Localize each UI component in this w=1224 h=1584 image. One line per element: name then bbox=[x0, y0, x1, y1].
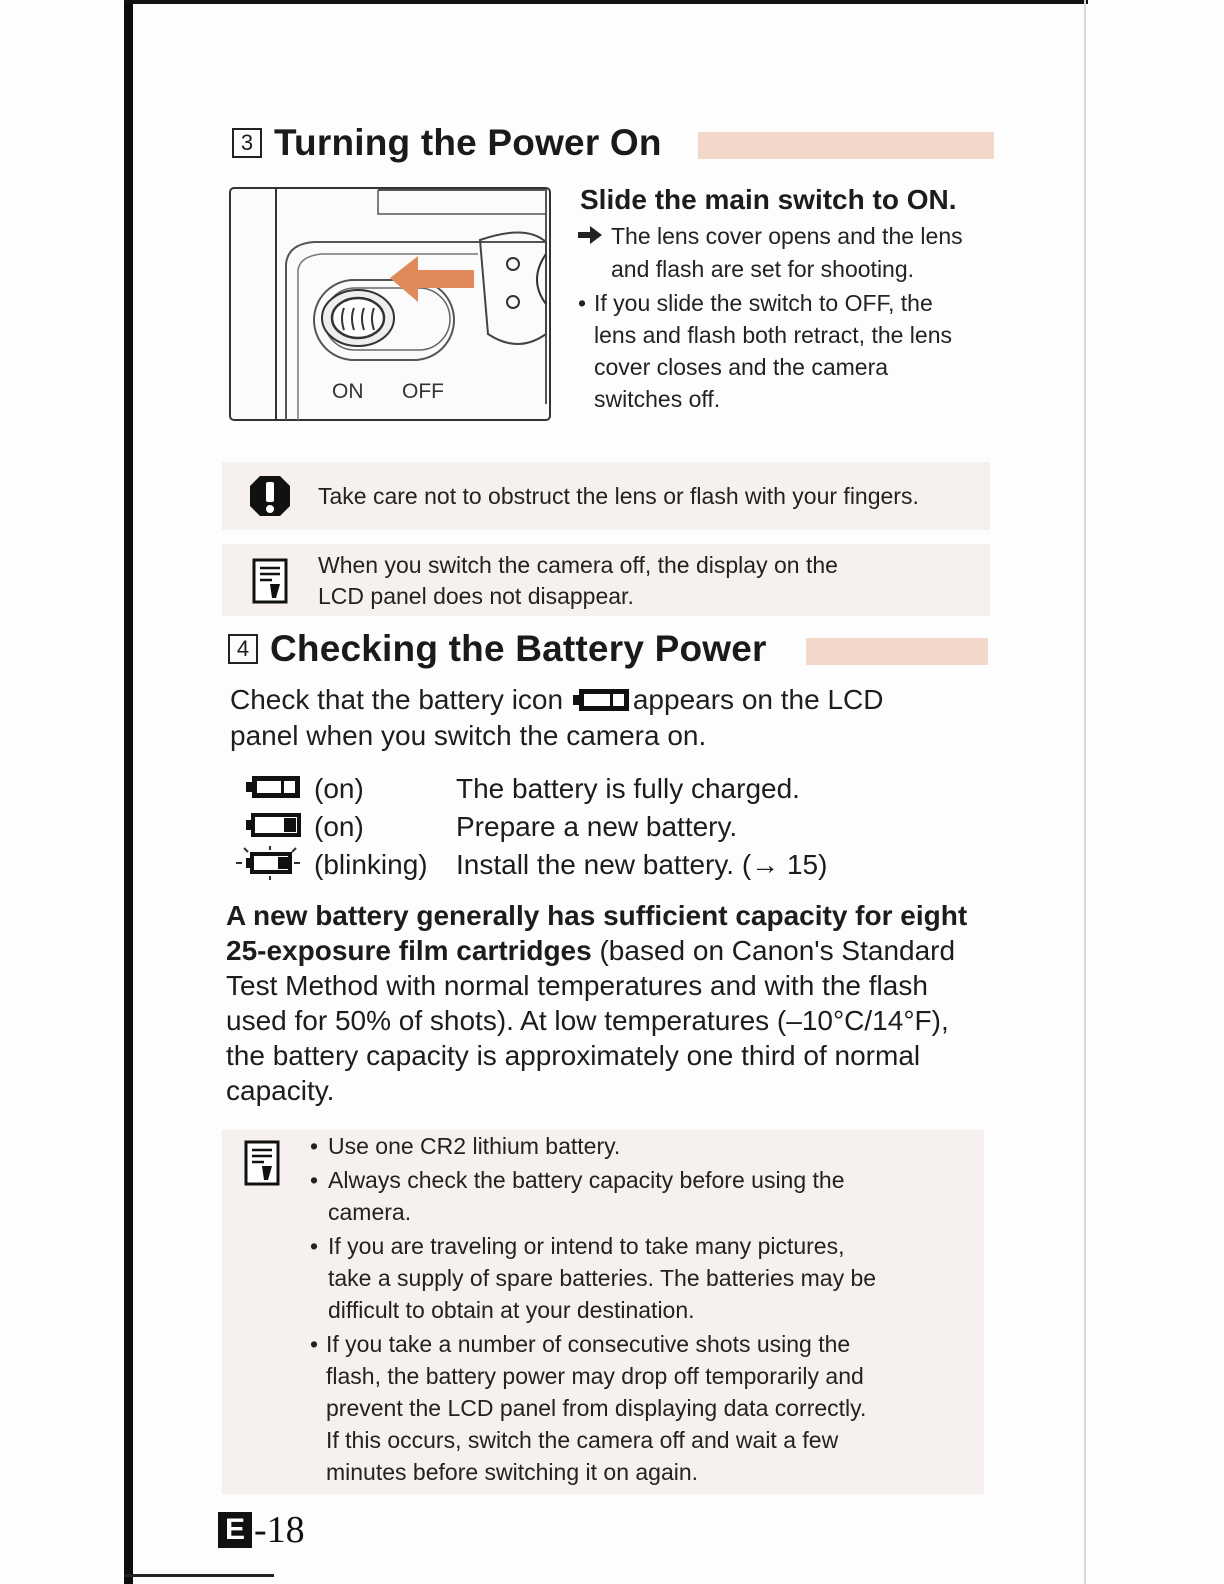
battery-intro-line-2: panel when you switch the camera on. bbox=[230, 720, 707, 751]
bullet-dot: • bbox=[578, 290, 587, 316]
section-3-title: Turning the Power On bbox=[274, 122, 662, 163]
memo-item-4-line-5: minutes before switching it on again. bbox=[326, 1459, 699, 1485]
battery-intro-line-1 bbox=[230, 682, 883, 717]
capacity-paragraph bbox=[226, 898, 986, 1108]
section-4-heading bbox=[228, 628, 767, 670]
caution-icon bbox=[246, 472, 294, 520]
memo-item-2-line-1: Always check the battery capacity before using the bbox=[328, 1167, 845, 1193]
result-line-2: and flash are set for shooting. bbox=[611, 256, 915, 282]
step-title: Slide the main switch to ON. bbox=[580, 184, 957, 215]
battery-state: (on) bbox=[314, 773, 364, 804]
camera-switch-illustration bbox=[228, 184, 552, 424]
page-number bbox=[218, 1508, 305, 1552]
capacity-bold-text: A new battery generally has sufficient capacity for eight 25-exposure film cartridges bbox=[226, 900, 968, 966]
battery-status-row bbox=[246, 808, 737, 846]
memo-item-4-line-2: flash, the battery power may drop off temporarily and bbox=[326, 1363, 864, 1389]
memo-bullet: • bbox=[310, 1331, 319, 1357]
memo-bullet: • bbox=[310, 1133, 319, 1159]
page-letter: E bbox=[218, 1512, 252, 1548]
section-4-number: 4 bbox=[228, 634, 258, 664]
section-4-heading-bar bbox=[806, 638, 988, 665]
battery-blinking-icon bbox=[246, 850, 314, 880]
battery-intro-after: appears on the LCD bbox=[632, 684, 884, 715]
battery-description: Install the new battery. (→ 15) bbox=[456, 849, 828, 880]
memo-text-line-1: When you switch the camera off, the display on the bbox=[318, 552, 838, 578]
result-arrow-icon bbox=[578, 226, 604, 244]
bullet-line-4: switches off. bbox=[594, 386, 721, 412]
result-line-1: The lens cover opens and the lens bbox=[611, 223, 963, 249]
scan-edge-top bbox=[124, 0, 1088, 4]
section-4-title: Checking the Battery Power bbox=[270, 628, 767, 669]
memo-text-line-2: LCD panel does not disappear. bbox=[318, 583, 634, 609]
page-digits: -18 bbox=[254, 1509, 305, 1551]
memo-item-3-line-2: take a supply of spare batteries. The batteries may be bbox=[328, 1265, 877, 1291]
memo-item-4-line-4: If this occurs, switch the camera off and wait a few bbox=[326, 1427, 839, 1453]
battery-full-icon bbox=[246, 774, 314, 804]
battery-description: The battery is fully charged. bbox=[456, 773, 800, 804]
switch-off-label: OFF bbox=[402, 380, 444, 403]
bullet-line-1: If you slide the switch to OFF, the bbox=[594, 290, 933, 316]
section-3-heading bbox=[232, 122, 662, 164]
scan-edge-bottom bbox=[124, 1574, 274, 1577]
section-3-heading-bar bbox=[698, 132, 994, 159]
battery-state: (blinking) bbox=[314, 849, 428, 880]
memo-item-2-line-2: camera. bbox=[328, 1199, 412, 1225]
section-3-number: 3 bbox=[232, 128, 262, 158]
battery-low-icon bbox=[246, 812, 314, 842]
battery-state: (on) bbox=[314, 811, 364, 842]
battery-status-row bbox=[246, 846, 827, 884]
memo-bullet: • bbox=[310, 1167, 319, 1193]
memo-bullet: • bbox=[310, 1233, 319, 1259]
battery-status-row bbox=[246, 770, 800, 808]
memo-item-4-line-1: If you take a number of consecutive shots using the bbox=[326, 1331, 851, 1357]
bullet-line-2: lens and flash both retract, the lens bbox=[594, 322, 952, 348]
battery-intro-before: Check that the battery icon bbox=[230, 684, 564, 715]
memo-item-3-line-3: difficult to obtain at your destination. bbox=[328, 1297, 695, 1323]
battery-description: Prepare a new battery. bbox=[456, 811, 738, 842]
switch-on-label: ON bbox=[332, 380, 364, 403]
bullet-line-3: cover closes and the camera bbox=[594, 354, 889, 380]
scan-edge-right bbox=[1084, 0, 1086, 1584]
caution-text: Take care not to obstruct the lens or flash with your fingers. bbox=[318, 483, 919, 509]
scan-edge-left bbox=[124, 0, 133, 1584]
memo-icon bbox=[252, 558, 288, 604]
memo-item-1-line-1: Use one CR2 lithium battery. bbox=[328, 1133, 621, 1159]
memo-item-3-line-1: If you are traveling or intend to take many pictures, bbox=[328, 1233, 845, 1259]
memo-icon bbox=[244, 1140, 280, 1186]
capacity-text: (based on Canon's Standard Test Method with normal temperatures and with the flash used for 50% of shots). At low temperatures (–10°C/14°F), the battery capacity is approximately one third of normal capacity. bbox=[226, 935, 956, 1106]
memo-item-4-line-3: prevent the LCD panel from displaying data correctly. bbox=[326, 1395, 867, 1421]
battery-inline-icon bbox=[573, 687, 631, 713]
